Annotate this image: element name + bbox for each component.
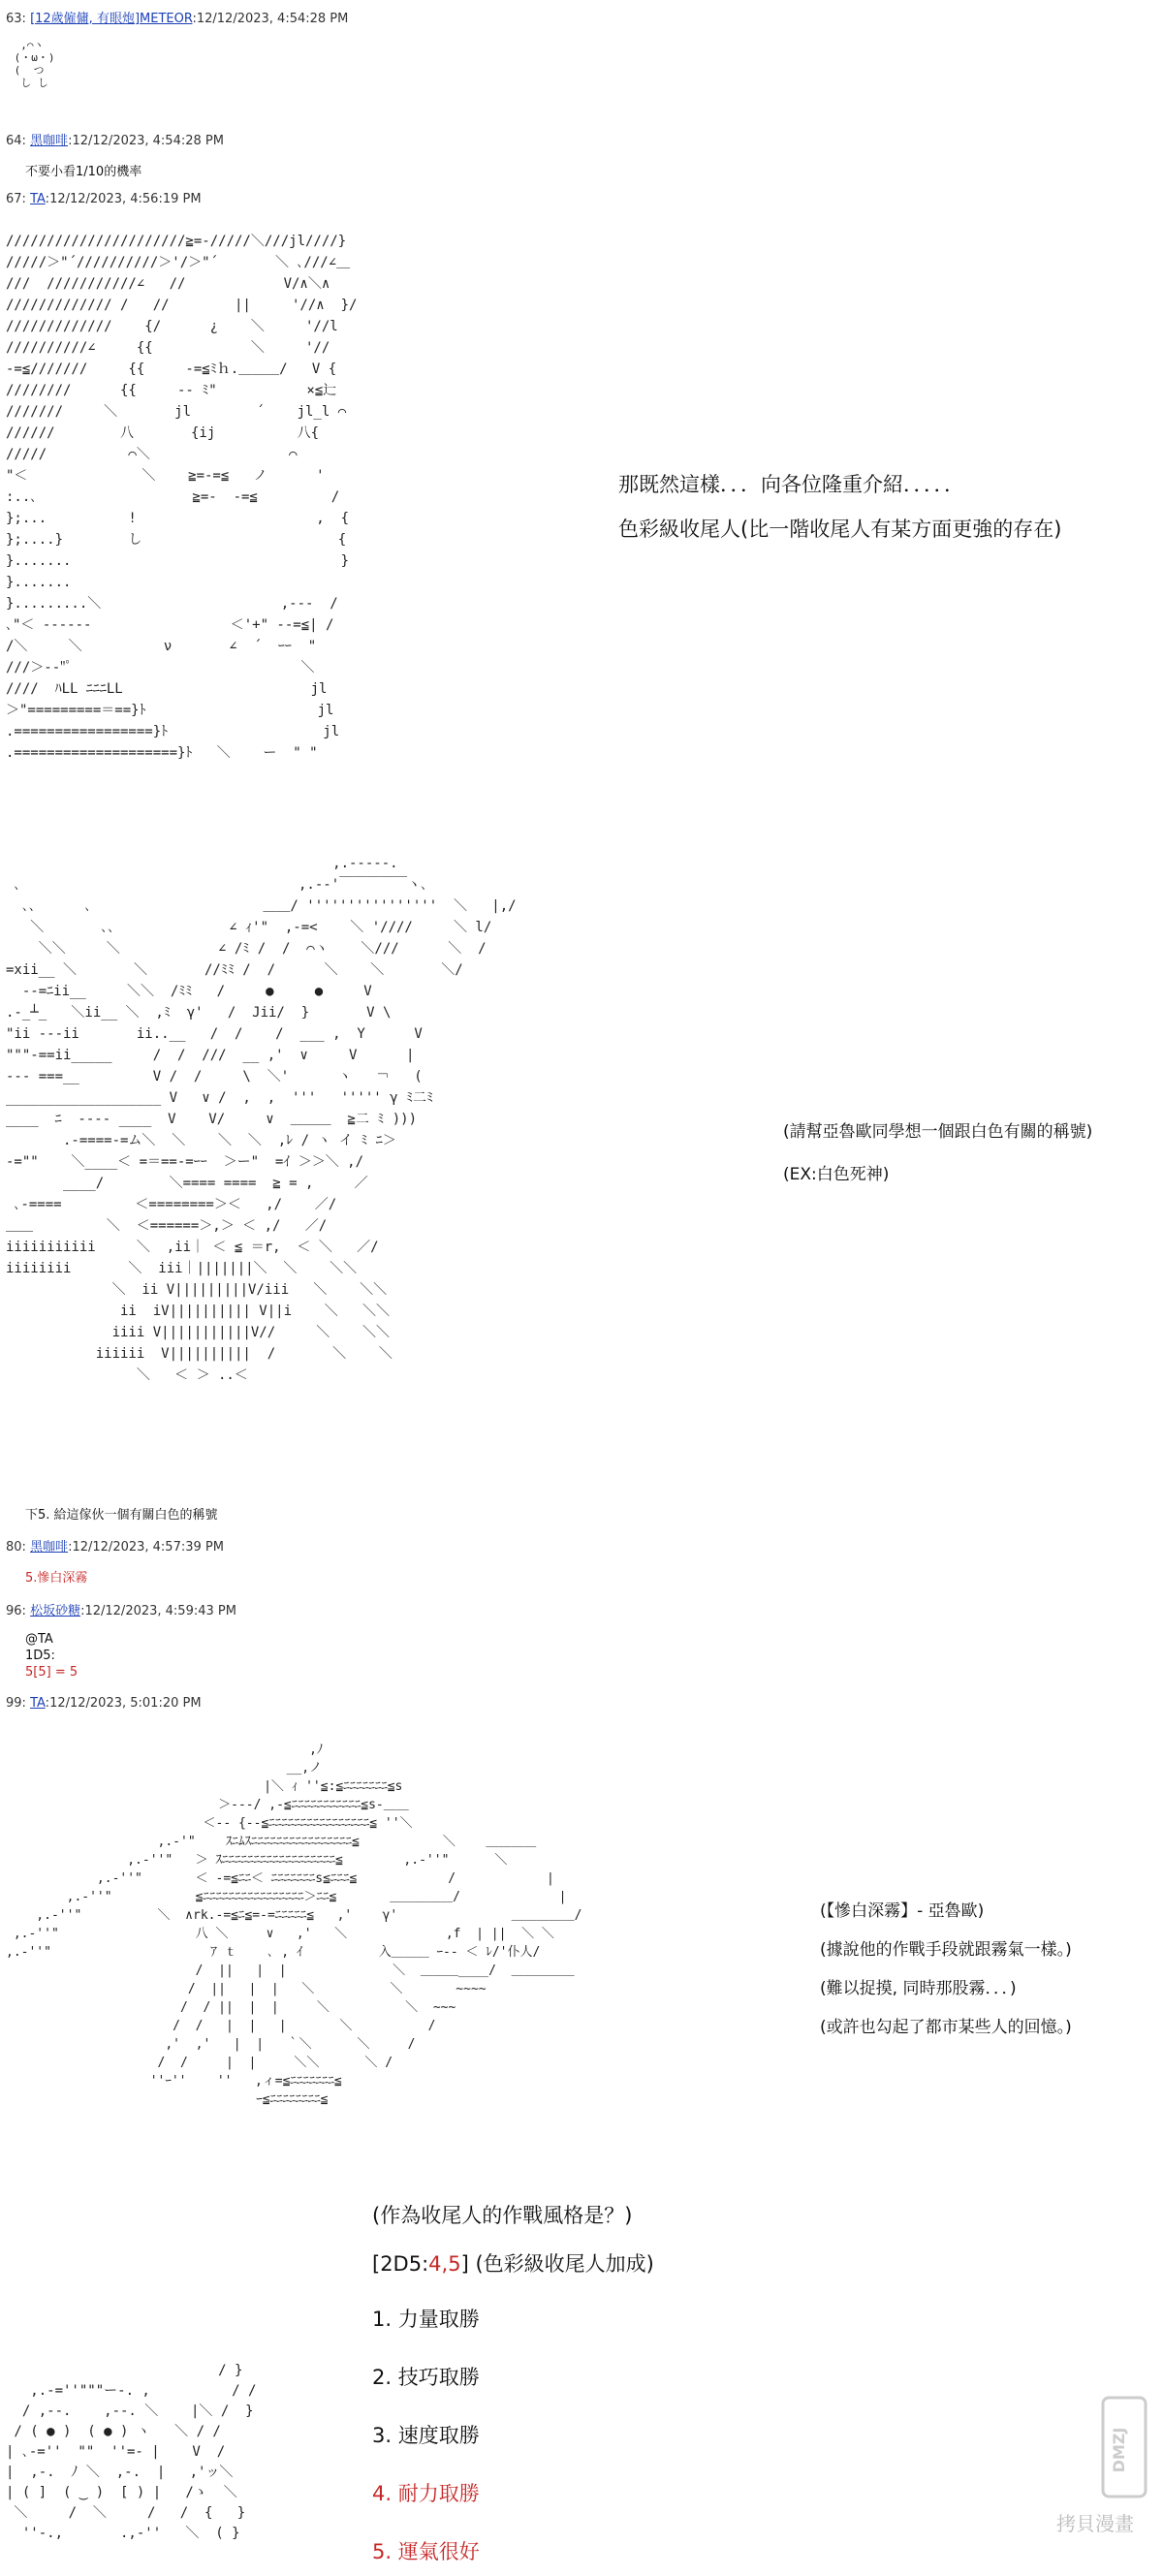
logo-icon	[1095, 2394, 1153, 2500]
post-body-96-line: @TA	[25, 1632, 53, 1647]
post-body-64: 不要小看1/10的機率	[25, 165, 142, 179]
ascii-art-character-1: //////////////////////≧=-/////＼///jl////} /////＞"´//////////＞'/＞"´ ＼ ､///∠＿ /// ///////////∠ // V/∧＼∧ ///////////// / // || '//∧ }/ ///////////// {/ ¿ ＼ '//l //////////∠ {{ ＼ '// -=≦/////// {{ -=≦ﾐｈ.＿＿＿/ V { //////// {{ -- ﾐ" ×≦辷 /////// ＼ jl ´ jl_l ⌒ ////// 八 {ij 八{ ///// ⌒＼ ⌒ "＜ ＼ ≧=-=≦ ノ ' :..､ ≧=- -=≦ / };... ! , { };....} し { }....... } }....... }.........＼ ,--- / ､"＜ ------ ＜'+" --=≦| / /＼ ＼ ν ∠ ´ ｰｰ " ///＞--"ﾟ ＼ //// ﾊLL ﾆﾆﾆLL jl ＞"=========＝==}ﾄ jl .=================}ﾄ jl .====================}ﾄ ＼ ー " "	[6, 234, 358, 761]
narration-line: (【慘白深霧】- 亞魯歐)	[820, 1901, 985, 1921]
post-header-63: 63: [12歲僱傭, 有眼炮]METEOR:12/12/2023, 4:54:28 PM	[6, 12, 349, 26]
poster-name-link[interactable]: [12歲僱傭, 有眼炮]	[30, 12, 141, 26]
option-5: 5. 運氣很好	[372, 2540, 480, 2563]
ascii-art-character-3: ,ﾉ __,ノ |＼ ｨ ''≦:≦ﾆﾆﾆﾆﾆﾆﾆ≦s ＞---/ ,-≦ﾆﾆﾆﾆﾆﾆﾆﾆﾆﾆﾆ≦s-＿＿ ＜-- {--≦ﾆﾆﾆﾆﾆﾆﾆﾆﾆﾆﾆﾆﾆﾆﾆﾆ≦ ''＼ ,.-'" ｽﾆﾑｽﾆﾆﾆﾆﾆﾆﾆﾆﾆﾆﾆﾆﾆﾆﾆﾆ≦ ＼ ＿＿＿＿ ,.-''" ＞ ｽﾆﾆﾆﾆﾆﾆﾆﾆﾆﾆﾆﾆﾆﾆﾆﾆﾆﾆ≦ ,.-''" ＼ ,.-''" ＜ -=≦ﾆﾆ＜ ﾆﾆﾆﾆﾆﾆﾆs≦ﾆﾆﾆ≦ / | ,.-''" ≦ﾆﾆﾆﾆﾆﾆﾆﾆﾆﾆﾆﾆﾆﾆﾆﾆ＞ﾆﾆ≦ ＿＿＿＿＿/ | ,.-''" ＼ ∧rk.-=≦ﾆ≦=-=ﾆﾆﾆﾆﾆ≦ ,' γ' ＿＿＿＿＿/ ,.-''" 八 ＼ ∨ ,' ＼ ,f | || ＼ ＼ ,.-''" ｱ ｔ ､ , ｲ 入＿＿＿ ｰ-- ＜ ﾚ/'仆人/ / || | | ＼ ＿＿＿____/ ＿＿＿＿＿ / || | | ＼ ＼ ~~~~ / / || | | ＼ ＼ ~~~ / / | | | ＼ / ,' ,' | | ｀＼ ＼ / / / | | ＼＼ ＼ / ''ｰ'' '' ,ィ=≦ﾆﾆﾆﾆﾆﾆﾆ≦ ｰ≦ﾆﾆﾆﾆﾆﾆﾆﾆ≦	[6, 1743, 582, 2107]
option-4: 4. 耐力取勝	[372, 2482, 480, 2505]
poster-name-link[interactable]: 黑咖啡	[30, 1540, 69, 1555]
option-2: 2. 技巧取勝	[372, 2366, 480, 2389]
narration-line: (據說他的作戰手段就跟霧氣一樣。)	[820, 1940, 1072, 1960]
watermark	[1056, 2394, 1153, 2539]
watermark-site-text: 拷貝漫畫	[1056, 2512, 1134, 2535]
dice-roll-value: 4,5	[428, 2252, 461, 2276]
narration-line: 色彩級收尾人(比一階收尾人有某方面更強的存在)	[618, 518, 1062, 541]
post-header-64: 64: 黑咖啡:12/12/2023, 4:54:28 PM	[6, 134, 224, 148]
post-header-96: 96: 松坂砂糖:12/12/2023, 4:59:43 PM	[6, 1604, 236, 1618]
poster-name-link[interactable]: TA	[30, 1696, 46, 1711]
post-header-67: 67: TA:12/12/2023, 4:56:19 PM	[6, 192, 202, 206]
svg-text:DMZJ: DMZJ	[1110, 2427, 1128, 2473]
ascii-art-small-face: ,⌒ヽ (・ω・) ( つ し し	[14, 39, 55, 89]
poster-trip-link[interactable]: METEOR	[140, 12, 193, 26]
poster-name-link[interactable]: TA	[30, 192, 46, 206]
option-3: 3. 速度取勝	[372, 2424, 480, 2447]
poster-name-link[interactable]: 黑咖啡	[30, 134, 69, 148]
narration-line: (EX:白色死神)	[783, 1165, 890, 1184]
ascii-art-bottom-face: / } ,.-=''"""ー-. , / / / ,--. ,--. ＼ |＼ / } / ( ● ) ( ● ) ヽ ＼ / / | ､-='' "" ''=- | V / | ,-. ﾉ ＼ ,-. | ,'ッ＼ | ( ] ( ‿ ) [ ) | /ゝ ＼ ＼ / ＼ / / { } ''-.,_______.,-'' ＼_ (_}	[6, 2363, 257, 2540]
option-1: 1. 力量取勝	[372, 2308, 480, 2331]
question-title: (作為收尾人的作戰風格是？)	[372, 2204, 633, 2227]
dice-result: 5[5] = 5	[25, 1665, 79, 1680]
narration-line: (請幫亞魯歐同學想一個跟白色有關的稱號)	[783, 1122, 1093, 1142]
ascii-art-character-2: ,.-----. ､ ,.--'￣￣￣￣￣ヽ､ ､､ ､ ＿＿/ '''''''''''''''' ＼ |,/ ＼ ､､ ∠ ｨ'" ,-=< ＼ '//// ＼ l/ ＼＼ ＼ ∠ /ﾐ / / ⌒ヽ ＼/// ＼ / =xii__ ＼ ＼ //ﾐﾐ / / ＼ ＼ ＼/ --=ﾆii__ ＼＼ /ﾐﾐ / ● ● V .-_┴_ ＼ii__ ＼ ,ﾐ γ' / Jii/ } V \ "ii ---ii ii..__ / / / ___ , Y V """-==ii_____ / / /// __ ,' ∨ V | --- ===__ V / / \ ＼' ヽ ￢ ( ___________________ V ∨ / , , ''' ''''' γ ﾐ二ﾐ ____ ﾆ ---- ____ V V/ ∨ ＿＿＿ ≧二 ﾐ ))) .-====-=ム＼ ＼ ＼ ＼ ,ﾚ / ヽ イ ﾐ ﾆ＞ -="" ＼____＜ =＝==-=ｰｰ ＞ー" =ｲ ＞＞＼ ,/ ____/ ＼==== ==== ≧ = , ／ ､-==== ＜========＞＜ ,/ ／/ ＿＿ ＼ ＜======＞,＞ ＜ ,/ ／/ iiiiiiiiiii ＼ ,ii｜ ＜ ≦ ＝r, ＜ ＼ ／/ iiiiiiii ＼ iii｜|||||||＼ ＼ ＼＼ ＼ ii V|||||||||V/iii ＼ ＼＼ ii iV|||||||||| V||i ＼ ＼＼ iiii V|||||||||||V// ＼ ＼＼ iiiiii V|||||||||| / ＼ ＼ ＼ ＜ ＞ ..＜	[6, 856, 517, 1383]
narration-line: (或許也勾起了都市某些人的回憶。)	[820, 2018, 1072, 2037]
post-header-80: 80: 黑咖啡:12/12/2023, 4:57:39 PM	[6, 1540, 224, 1555]
dice-roll-line: [2D5:4,5] (色彩級收尾人加成)	[372, 2252, 654, 2276]
narration-line: 那既然這樣．．．向各位隆重介紹．．．．．	[618, 473, 964, 496]
post-header-99: 99: TA:12/12/2023, 5:01:20 PM	[6, 1696, 202, 1711]
narration-line: (難以捉摸, 同時那股霧．．．)	[820, 1979, 1017, 1998]
poster-name-link[interactable]: 松坂砂糖	[30, 1604, 81, 1618]
post-body-80: 5.慘白深霧	[25, 1571, 88, 1586]
post-body-96-line: 1D5:	[25, 1649, 55, 1663]
post-footer-note: 下5. 給這傢伙一個有關白色的稱號	[25, 1508, 218, 1523]
